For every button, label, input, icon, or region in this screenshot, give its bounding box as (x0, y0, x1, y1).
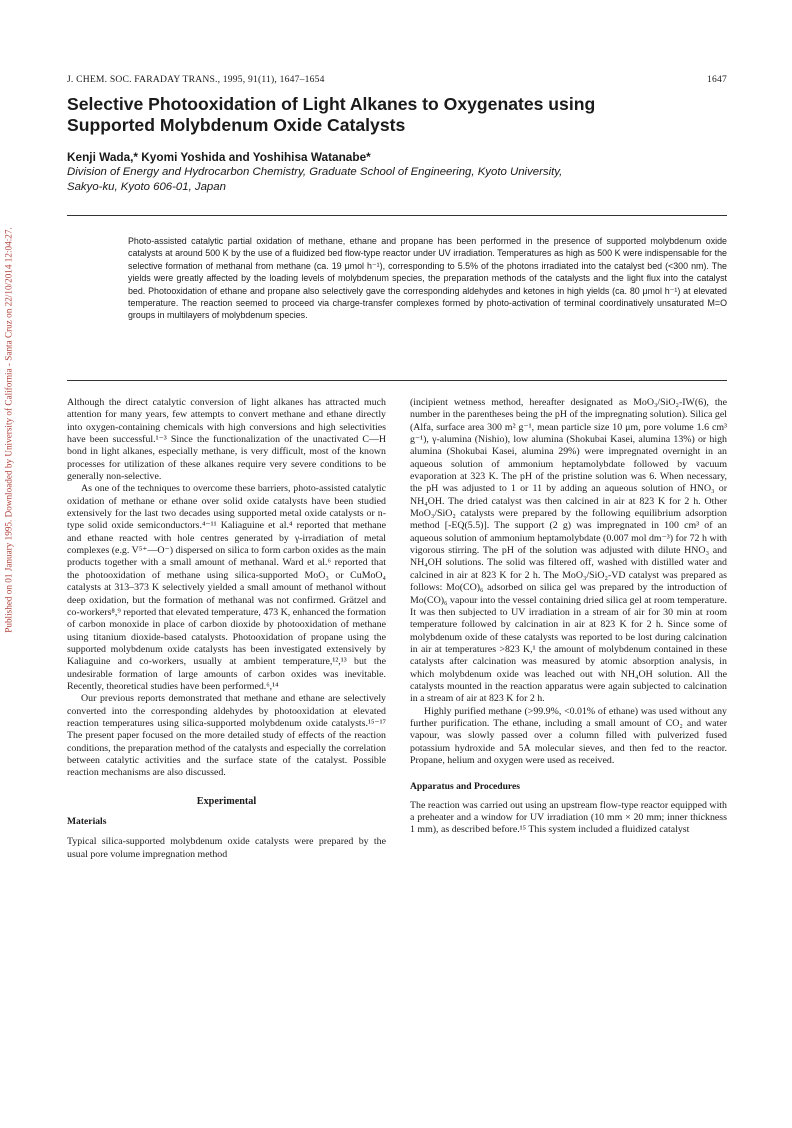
materials-paragraph-2: (incipient wetness method, hereafter designated as MoO₃/SiO₂-IW(6), the number in the parentheses being the pH of the impregnating solution). Silica gel (Alfa, surface area 300 m² g⁻¹, mean particle size 10 μm, pore volume 1.6 cm³ g⁻¹), γ-alumina (Nishio), low alumina (Shokubai Kasei, alumina 13%) or high alumina (Shokubai Kasei, alumina 29%) were impregnated overnight in an aqueous solution of ammonium heptamolybdate followed by vacuum evaporation at 323 K. The pH of the pristine solution was 6. When necessary, the pH was adjusted to 1 or 11 by adding an aqueous solution of HNO₃ or NH₄OH. The dried catalyst was then calcined in air at 823 K for 2 h. Other MoO₃/SiO₂ catalysts were prepared by the following equilibrium adsorption method [-EQ(5.5)]. The support (2 g) was impregnated in 100 cm³ of an aqueous solution of ammonium heptamolybdate (0.007 mol dm⁻³) for 72 h with vigorous stirring. The pH of the solution was adjusted with dilute HNO₃ and NH₄OH solutions. The solid was filtered off, washed with distilled water and calcined in air at 823 K for 2 h. The MoO₃/SiO₂-VD catalyst was prepared as follows: Mo(CO)₆ adsorbed on silica gel was prepared by the introduction of Mo(CO)₆ vapour into the vessel containing dried silica gel at room temperature. It was then subjected to UV irradiation in a stream of air for 30 min at room temperature followed by calcination in air at 823 K for 2 h. Since some of molybdenum oxide of these catalysts was reported to be lost during calcination in air at temperatures >823 K,¹ the amount of molybdenum contained in these catalysts after calcination was measured by atomic absorption analysis, in which molybdenum oxide was leached out with NH₄OH solution. All the catalysts mounted in the reaction apparatus were again subjected to calcination in a stream of air at 823 K for 2 h. (410, 397, 727, 705)
article-title (67, 94, 727, 135)
affiliation-line-2: Sakyo-ku, Kyoto 606-01, Japan (67, 180, 226, 193)
subsection-heading-materials: Materials (67, 816, 107, 827)
affiliation (67, 165, 727, 194)
right-column (410, 397, 727, 837)
page-number: 1647 (707, 74, 727, 85)
subsection-heading-apparatus: Apparatus and Procedures (410, 781, 520, 793)
materials-paragraph-1: Typical silica-supported molybdenum oxide catalysts were prepared by the usual pore volume impregnation method (67, 836, 386, 860)
author-list: Kenji Wada,* Kyomi Yoshida and Yoshihisa Watanabe* (67, 150, 371, 164)
download-notice-text: Published on 01 January 1995. Downloaded by University of California - Santa Cruz on 22/10/2014 12:04:27. (4, 227, 15, 633)
abstract-bottom-rule (67, 380, 727, 381)
intro-paragraph-1: Although the direct catalytic conversion of light alkanes has attracted much attention for many years, few attempts to convert methane and ethane directly into oxygen-containing chemicals with high conversions and high selectivities have been successful.¹⁻³ Since the functionalization of the unactivated C—H bond in light alkanes, especially methane, is very difficult, most of the known processes for utilization of these alkanes require very severe conditions to be generally non-selective. (67, 397, 386, 483)
affiliation-line-1: Division of Energy and Hydrocarbon Chemistry, Graduate School of Engineering, Kyoto University, (67, 166, 563, 178)
download-notice (2, 210, 16, 650)
apparatus-paragraph-1: The reaction was carried out using an upstream flow-type reactor equipped with a preheater and a window for UV irradiation (10 mm × 20 mm; inner thickness 1 mm), as described before.¹⁵ This system included a fluidized catalyst (410, 799, 727, 836)
materials-paragraph-3: Highly purified methane (>99.9%, <0.01% of ethane) was used without any further purification. The ethane, including a small amount of CO₂ and water vapour, was slowly passed over a column filled with pulverized fused potassium hydroxide and 5A molecular sieves, and then fed to the reactor. Propane, helium and oxygen were used as received. (410, 705, 727, 766)
section-heading-experimental: Experimental (196, 795, 257, 807)
abstract-top-rule (67, 215, 727, 216)
running-header (67, 74, 727, 85)
intro-paragraph-3: Our previous reports demonstrated that methane and ethane are selectively converted into the corresponding aldehydes by photooxidation at elevated reaction temperatures using silica-supported molybdenum oxide catalysts.¹⁵⁻¹⁷ The present paper focused on the more detailed study of effects of the reaction conditions, the preparation method of the catalysts and especially the correlation between catalytic activities and the surface state of the catalyst. Possible reaction mechanisms are also discussed. (67, 693, 386, 779)
intro-paragraph-2: As one of the techniques to overcome these barriers, photo-assisted catalytic oxidation of methane or ethane over solid oxide catalysts have been studied extensively for the last two decades using supported metal oxide catalysts or n-type solid oxide semiconductors.⁴⁻¹¹ Kaliaguine et al.⁴ reported that methane and ethane reacted with hole centres generated by γ-irradiation of metal complexes (e.g. V⁵⁺—O⁻) dispersed on silica to form carbon oxides as the main products together with a small amount of methanal. Ward et al.⁶ reported that the photooxidation of methane using silica-supported MoO₃ or CuMoO₄ catalysts at 313–373 K selectively yielded a small amount of methanol without deep oxidation, but the formation of methanal was not confirmed. Grätzel and co-workers⁸,⁹ reported that elevated temperature, 473 K, enhanced the formation of carbon monoxide in place of carbon dioxide by photooxidation of methane using titanium dioxide-based catalysts. Photooxidation of propane using the supported molybdenum oxide catalysts has been investigated extensively by Kaliaguine and co-workers, usually at ambient temperature,¹²,¹³ but the undesirable formation of large amounts of carbon oxides was inevitable. Recently, theoretical studies have been performed.⁶,¹⁴ (67, 483, 386, 692)
left-column (67, 397, 386, 861)
journal-citation: J. CHEM. SOC. FARADAY TRANS., 1995, 91(11), 1647–1654 (67, 74, 325, 85)
abstract: Photo-assisted catalytic partial oxidation of methane, ethane and propane has been performed in the presence of supported molybdenum oxide catalysts at around 500 K by the use of a fluidized bed flow-type reactor under UV irradiation. Temperatures as high as 500 K were indispensable for the selective formation of methanal from methane (ca. 19 μmol h⁻¹), corresponding to 5.5% of the photons irradiated into the catalyst bed (<300 nm). The yields were greatly affected by the loading levels of molybdenum species, the preparation methods of the catalysts and the light flux into the catalyst bed. Photooxidation of ethane and propane also selectively gave the corresponding aldehydes and ketones in high yields (ca. 80 μmol h⁻¹) at elevated temperature. The reaction seemed to proceed via charge-transfer complexes formed by photo-activation of terminal coordinatively unsaturated M=O groups in multilayers of molybdenum species. (128, 236, 727, 321)
title-line-2: Supported Molybdenum Oxide Catalysts (67, 114, 406, 135)
title-line-1: Selective Photooxidation of Light Alkanes to Oxygenates using (67, 94, 596, 114)
